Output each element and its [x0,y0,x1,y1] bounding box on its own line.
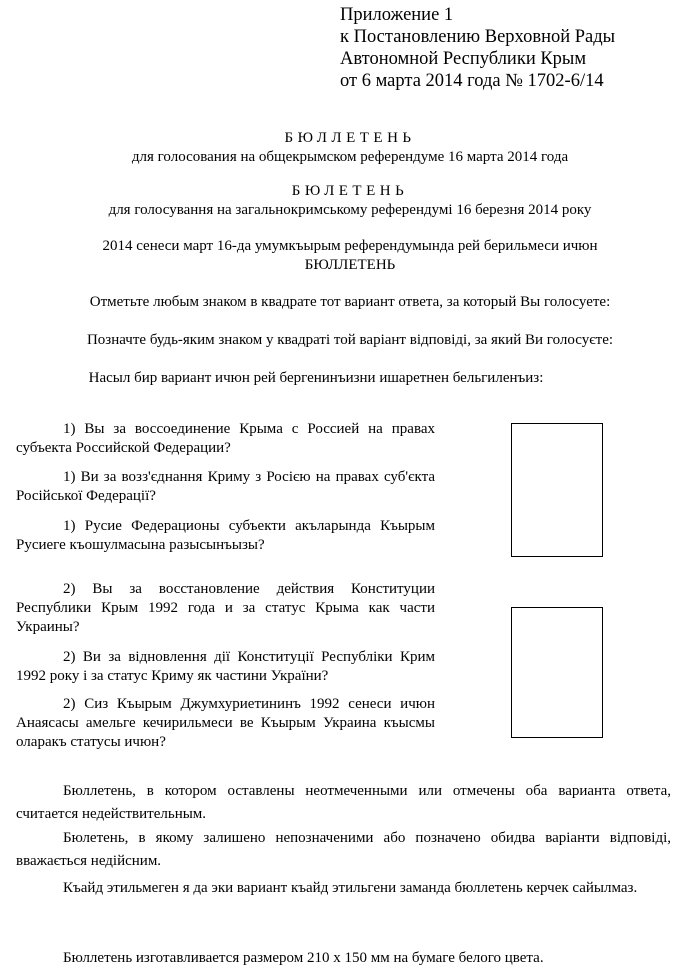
appendix-line: от 6 марта 2014 года № 1702-6/14 [340,71,604,91]
ballot-subtitle-ru: для голосования на общекрымском референдуме 16 марта 2014 года [131,149,569,165]
appendix-line: Приложение 1 [340,5,454,25]
ballot-title-ru-block [0,129,700,167]
question-1-ru: 1) Вы за воссоединение Крыма с Россией на правах субъекта Российской Федерации? [16,421,435,456]
note-invalid-ru: Бюллетень, в котором оставлены неотмеченными или отмечены оба варианта ответа, считается недействительным. [16,783,671,822]
question-2-uk: 2) Ви за відновлення дії Конституції Республіки Крим 1992 року і за статус Криму як частини України? [16,649,435,684]
instruction-crh: Насыл бир вариант ичюн рей бергенинъизни ишаретнен бельгиленъиз: [88,370,544,386]
question-1-crh: 1) Русие Федерационы субъекти акъларында Къырым Русиеге къошулмасына разысынъызы? [16,518,435,553]
ballot-title-crh-block [0,237,700,275]
instruction-ru: Отметьте любым знаком в квадрате тот вариант ответа, за который Вы голосуете: [89,294,611,310]
ballot-title-crh: БЮЛЛЕТЕНЬ [304,257,396,273]
ballot-title-uk: БЮЛЕТЕНЬ [291,183,409,199]
instruction-uk: Позначте будь-яким знаком у квадраті той варіант відповіді, за який Ви голосуєте: [86,332,614,348]
question-1-uk: 1) Ви за возз'єднання Криму з Росією на правах суб'єкта Російської Федерації? [16,469,435,504]
question-2-ru: 2) Вы за восстановление действия Конституции Республики Крым 1992 года и за статус Крыма как части Украины? [16,581,435,635]
answer-box-2[interactable] [511,607,603,738]
answer-box-1[interactable] [511,423,603,557]
ballot-subtitle-uk: для голосування на загальнокримському референдумі 16 березня 2014 року [108,202,592,218]
note-format-ru: Бюллетень изготавливается размером 210 x 150 мм на бумаге белого цвета. [63,950,544,966]
ballot-title-ru: БЮЛЛЕТЕНЬ [284,130,416,146]
note-invalid-uk: Бюлетень, в якому залишено непозначеними або позначено обидва варіанти відповіді, вважається недійсним. [16,830,671,869]
note-invalid-crh: Къайд этильмеген я да эки вариант къайд этильгени заманда бюллетень керчек сайылмаз. [63,880,638,896]
ballot-title-uk-block [0,182,700,220]
appendix-header [340,4,615,92]
question-2-crh: 2) Сиз Къырым Джумхуриетининъ 1992 сенеси ичюн Анаясасы амельге кечирильмеси ве Къырым Украина къысмы оларакъ статусы ичюн? [16,696,435,750]
appendix-line: Автономной Республики Крым [340,49,587,69]
appendix-line: к Постановлению Верховной Рады [340,27,616,47]
ballot-subtitle-crh: 2014 сенеси март 16-да умумкъырым референдумында рей берильмеси ичюн [102,238,598,254]
